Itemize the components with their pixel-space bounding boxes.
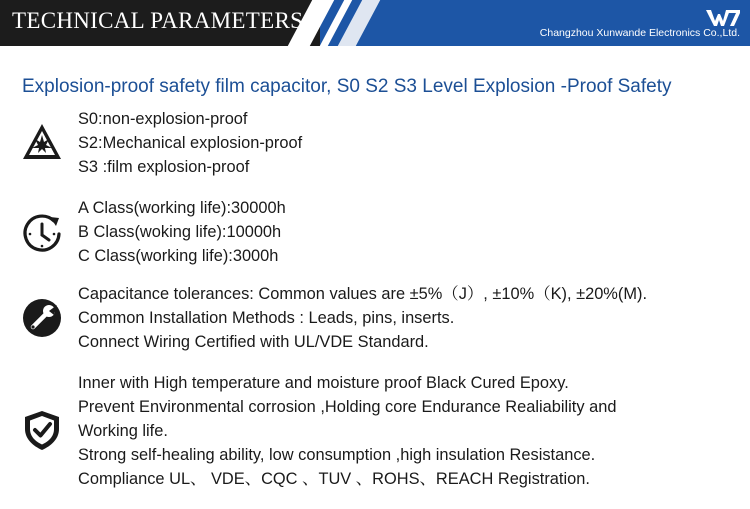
list-item: B Class(woking life):10000h xyxy=(78,223,282,241)
explosion-levels-list xyxy=(78,107,302,179)
list-item: S0:non-explosion-proof xyxy=(78,110,248,128)
shield-check-icon xyxy=(21,409,63,451)
page-title: Explosion-proof safety film capacitor, S0 S2 S3 Level Explosion -Proof Safety xyxy=(22,76,672,97)
list-item: Compliance UL、 VDE、CQC 、TUV 、ROHS、REACH Registration. xyxy=(78,470,590,488)
clock-icon xyxy=(21,213,63,255)
company-name: Changzhou Xunwande Electronics Co.,Ltd. xyxy=(539,27,740,39)
list-item: A Class(working life):30000h xyxy=(78,199,286,217)
company-logo xyxy=(706,9,740,27)
tolerances-list xyxy=(78,282,647,354)
list-item: Strong self-healing ability, low consumption ,high insulation Resistance. xyxy=(78,446,596,464)
list-item: S3 :film explosion-proof xyxy=(78,158,250,176)
list-item: Working life. xyxy=(78,422,168,440)
list-item: Inner with High temperature and moisture proof Black Cured Epoxy. xyxy=(78,374,569,392)
wrench-icon xyxy=(21,297,63,339)
explosion-warning-icon xyxy=(21,121,63,163)
list-item: C Class(working life):3000h xyxy=(78,247,279,265)
list-item: Common Installation Methods : Leads, pins, inserts. xyxy=(78,309,455,327)
list-item: Connect Wiring Certified with UL/VDE Standard. xyxy=(78,333,429,351)
list-item: Prevent Environmental corrosion ,Holding core Endurance Realiability and xyxy=(78,398,617,416)
features-list xyxy=(78,371,616,491)
header-banner xyxy=(0,0,750,46)
list-item: Capacitance tolerances: Common values are ±5%（J）, ±10%（K), ±20%(M). xyxy=(78,285,648,303)
list-item: S2:Mechanical explosion-proof xyxy=(78,134,303,152)
header-title: TECHNICAL PARAMETERS xyxy=(12,8,304,33)
working-life-list xyxy=(78,196,286,268)
